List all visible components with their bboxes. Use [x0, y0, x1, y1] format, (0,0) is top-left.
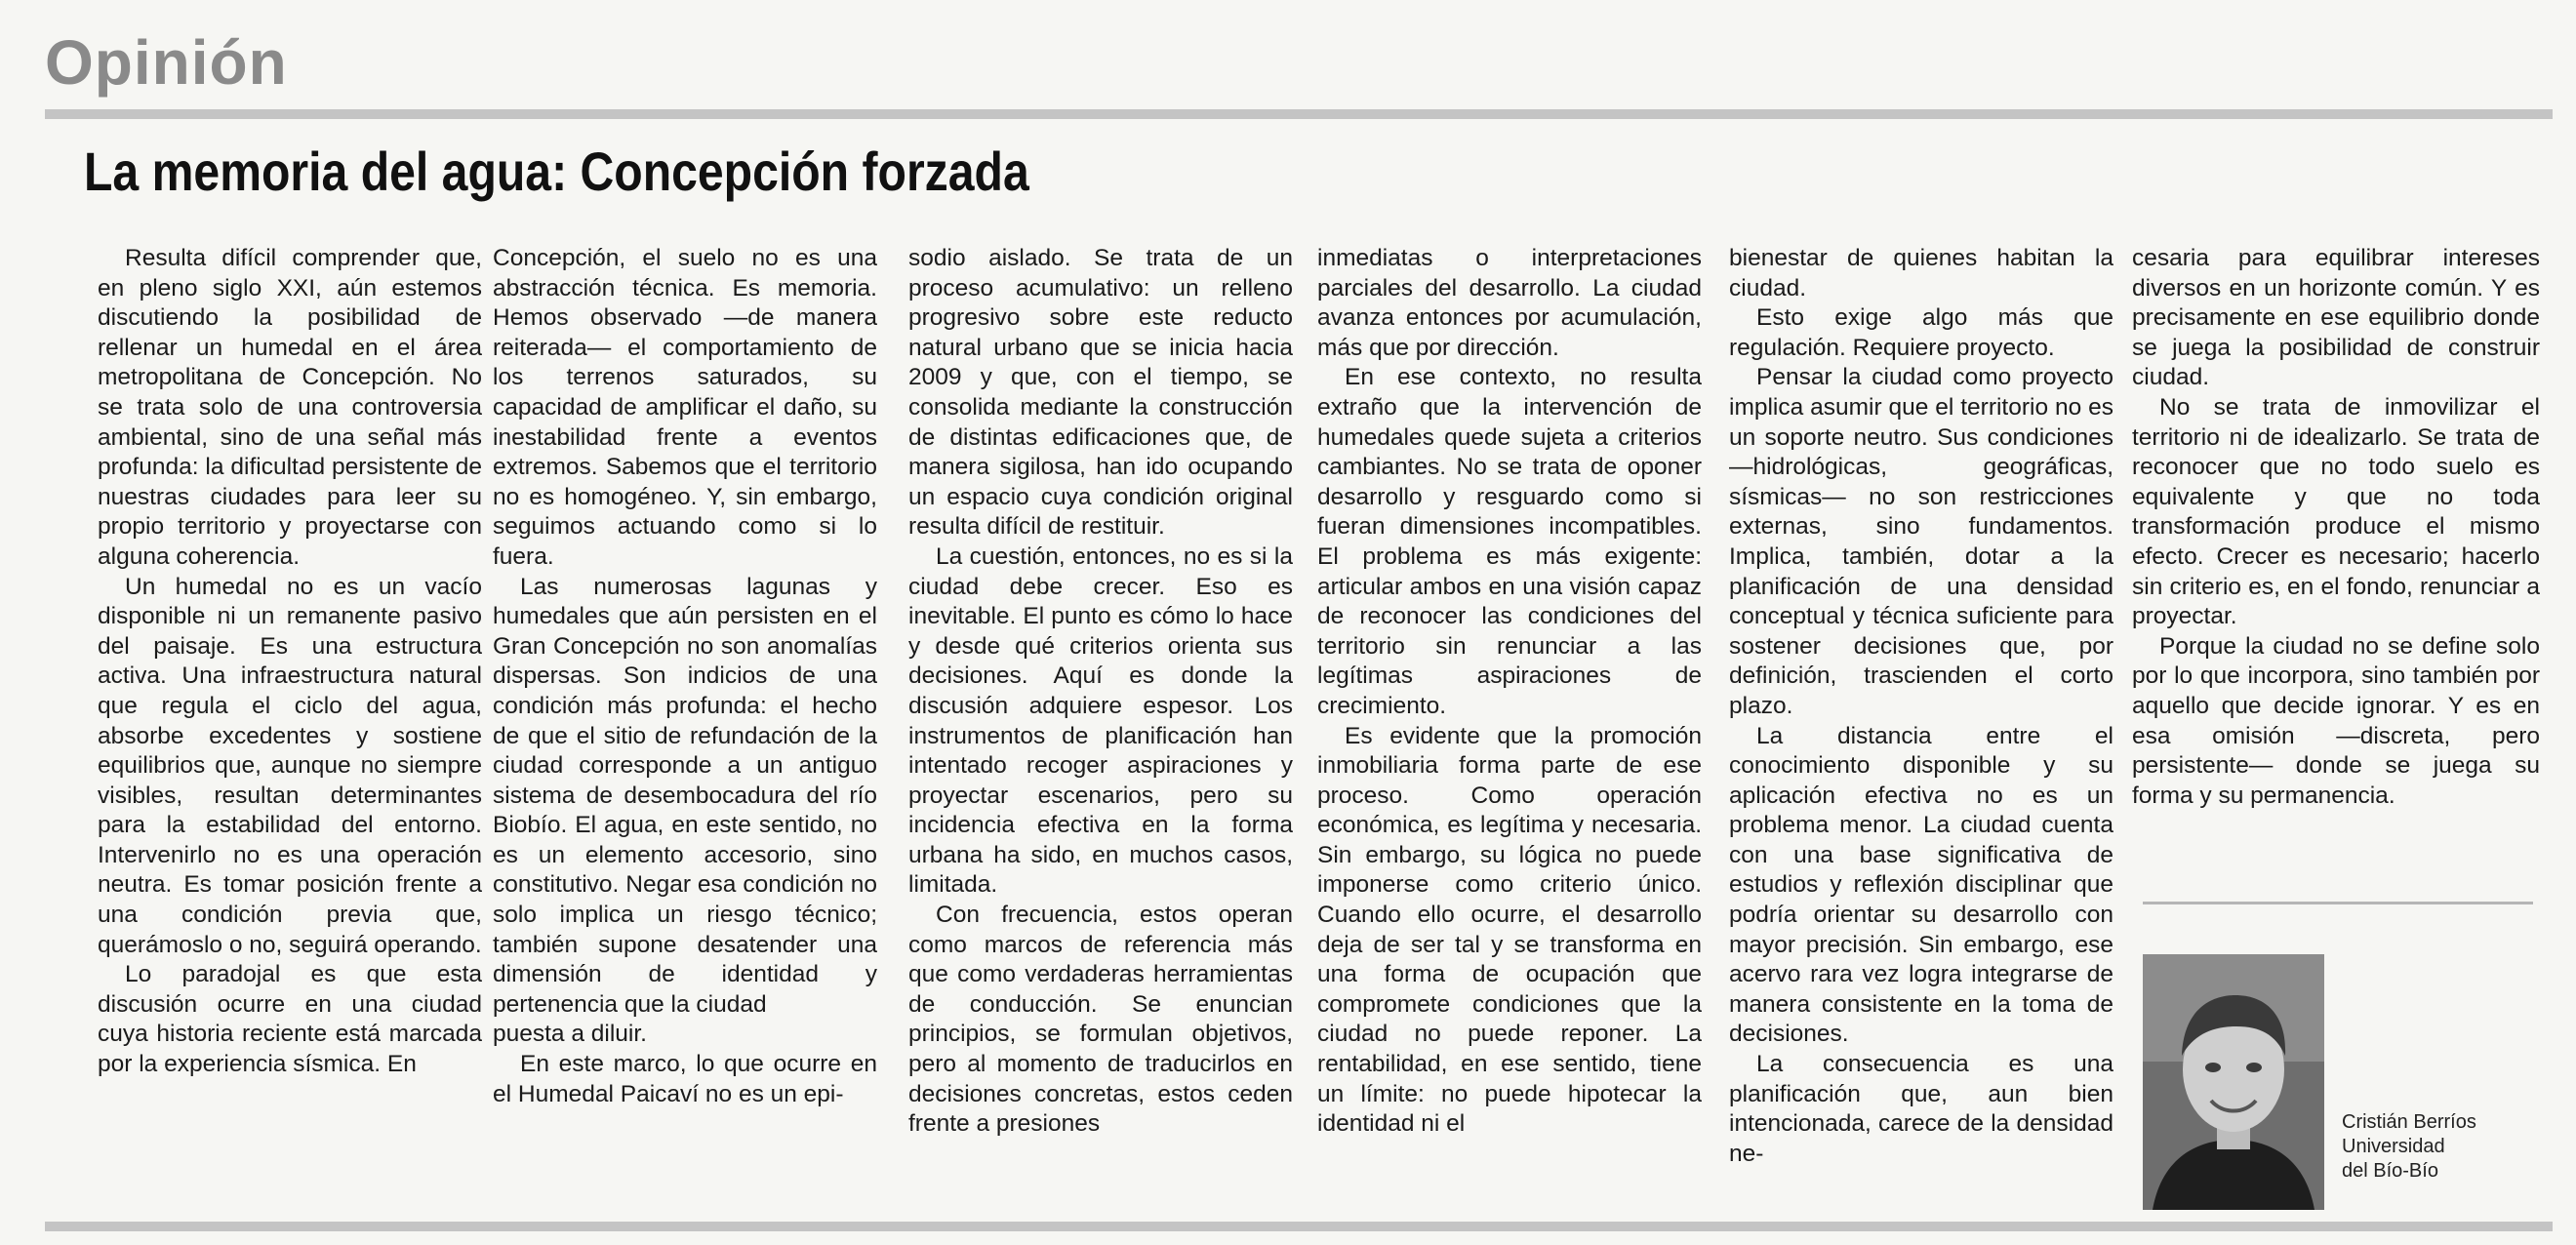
- author-portrait-image: [2143, 954, 2324, 1210]
- article-paragraph: En ese contexto, no resulta extraño que la intervención de humedales quede sujeta a criterios cambiantes. No se trata de oponer desarrollo y resguardo como si fueran dimensiones incompatibles. El problema es más exigente: articular ambos en una visión capaz de reconocer las condiciones del territorio sin renunciar a las legítimas aspiraciones de crecimiento.: [1317, 364, 1702, 719]
- author-affiliation-line1: Universidad: [2342, 1136, 2445, 1157]
- author-name: Cristián Berríos: [2342, 1111, 2476, 1133]
- top-rule: [45, 109, 2553, 119]
- section-label: Opinión: [45, 27, 288, 98]
- article-paragraph: Es evidente que la promoción inmobiliaria forma parte de ese proceso. Como operación económica, es legítima y necesaria. Sin embargo, su lógica no puede imponerse como criterio único. Cuando ello ocurre, el desarrollo deja de ser tal y se transforma en una forma de ocupación que compromete condiciones que la ciudad no puede reponer. La rentabilidad, en ese sentido, tiene un límite: no puede hipotecar la identidad ni el: [1317, 722, 1702, 1138]
- bottom-rule: [45, 1222, 2553, 1231]
- article-paragraph: Con frecuencia, estos operan como marcos de referencia más que como verdaderas herramientas de conducción. Se enuncian principios, se formulan objetivos, pero al momento de traducirlos en decisiones concretas, estos ceden frente a presiones: [908, 902, 1293, 1138]
- article-column-3: [908, 244, 1293, 1220]
- article-column-1: [98, 244, 482, 1220]
- article-paragraph: Porque la ciudad no se define solo por lo que incorpora, sino también por aquello que decide ignorar. Y es en esa omisión —discreta, pero persistente— donde se juega su forma y su permanencia.: [2132, 632, 2540, 809]
- article-paragraph: inmediatas o interpretaciones parciales del desarrollo. La ciudad avanza entonces por acumulación, más que por dirección.: [1317, 245, 1702, 361]
- column-separator: [2143, 902, 2533, 904]
- article-paragraph: Lo paradojal es que esta discusión ocurre en una ciudad cuya historia reciente está marcada por la experiencia sísmica. En: [98, 961, 482, 1078]
- article-column-6: [2132, 244, 2540, 888]
- headline: La memoria del agua: Concepción forzada: [84, 141, 1029, 202]
- article-paragraph: bienestar de quienes habitan la ciudad.: [1729, 245, 2113, 301]
- article-paragraph: La distancia entre el conocimiento disponible y su aplicación efectiva no es un problema menor. La ciudad cuenta con una base significativa de estudios y reflexión disciplinar que podría orientar su desarrollo con mayor precisión. Sin embargo, ese acervo rara vez logra integrarse de manera consistente en la toma de decisiones.: [1729, 722, 2113, 1048]
- article-paragraph: Concepción, el suelo no es una abstracción técnica. Es memoria. Hemos observado —de manera reiterada— el comportamiento de los terrenos saturados, su capacidad de amplificar el daño, su inestabilidad frente a eventos extremos. Sabemos que el territorio no es homogéneo. Y, sin embargo, seguimos actuando como si lo fuera.: [493, 245, 877, 570]
- article-paragraph: Las numerosas lagunas y humedales que aún persisten en el Gran Concepción no son anomalías dispersas. Son indicios de una condición más profunda: el hecho de que el sitio de refundación de la ciudad corresponde a un antiguo sistema de desembocadura del río Biobío. El agua, en este sentido, no es un elemento accesorio, sino constitutivo. Negar esa condición no solo implica un riesgo técnico; también supone desatender una dimensión de identidad y pertenencia que la ciudad: [493, 573, 877, 1018]
- article-paragraph: Esto exige algo más que regulación. Requiere proyecto.: [1729, 304, 2113, 361]
- article-paragraph: En este marco, lo que ocurre en el Humedal Paicaví no es un epi-: [493, 1051, 877, 1107]
- article-column-5: [1729, 244, 2113, 1220]
- article-paragraph: No se trata de inmovilizar el territorio ni de idealizarlo. Se trata de reconocer que no todo suelo es equivalente y que no toda transformación produce el mismo efecto. Crecer es necesario; hacerlo sin criterio es, en el fondo, renunciar a proyectar.: [2132, 393, 2540, 630]
- article-column-4: [1317, 244, 1702, 1220]
- author-affiliation-line2: del Bío-Bío: [2342, 1160, 2438, 1182]
- author-photo: [2143, 954, 2324, 1210]
- article-paragraph: puesta a diluir.: [493, 1021, 647, 1048]
- article-paragraph: Un humedal no es un vacío disponible ni un remanente pasivo del paisaje. Es una estructura activa. Una infraestructura natural que regula el ciclo del agua, absorbe excedentes y sostiene equilibrios que, aunque no siempre visibles, resultan determinantes para la estabilidad del entorno. Intervenirlo no es una operación neutra. Es tomar posición frente a una condición previa que, querámoslo o no, seguirá operando.: [98, 573, 482, 958]
- article-paragraph: La cuestión, entonces, no es si la ciudad debe crecer. Eso es inevitable. El punto es cómo lo hace y desde qué criterios orienta sus decisiones. Aquí es donde la discusión adquiere espesor. Los instrumentos de planificación han intentado recoger aspiraciones y proyectar escenarios, pero su incidencia efectiva en la forma urbana ha sido, en muchos casos, limitada.: [908, 542, 1293, 899]
- article-paragraph: sodio aislado. Se trata de un proceso acumulativo: un relleno progresivo sobre este reducto natural urbano que se inicia hacia 2009 y que, con el tiempo, se consolida mediante la construcción de distintas edificaciones que, de manera sigilosa, han ido ocupando un espacio cuya condición original resulta difícil de restituir.: [908, 245, 1293, 541]
- article-paragraph: cesaria para equilibrar intereses diversos en un horizonte común. Y es precisamente en ese equilibrio donde se juega la posibilidad de construir ciudad.: [2132, 245, 2540, 391]
- article-paragraph: Resulta difícil comprender que, en pleno siglo XXI, aún estemos discutiendo la posibilidad de rellenar un humedal en el área metropolitana de Concepción. No se trata solo de una controversia ambiental, sino de una señal más profunda: la dificultad persistente de nuestras ciudades para leer su propio territorio y proyectarse con alguna coherencia.: [98, 245, 482, 570]
- article-paragraph: Pensar la ciudad como proyecto implica asumir que el territorio no es un soporte neutro. Sus condiciones —hidrológicas, geográficas, sísmicas— no son restricciones externas, sino fundamentos. Implica, también, dotar a la planificación de una densidad conceptual y técnica suficiente para sostener decisiones que, por definición, trascienden el corto plazo.: [1729, 364, 2113, 719]
- article-column-2: [493, 244, 877, 1220]
- author-caption: [2342, 1110, 2556, 1184]
- article-paragraph: La consecuencia es una planificación que, aun bien intencionada, carece de la densidad ne-: [1729, 1051, 2113, 1167]
